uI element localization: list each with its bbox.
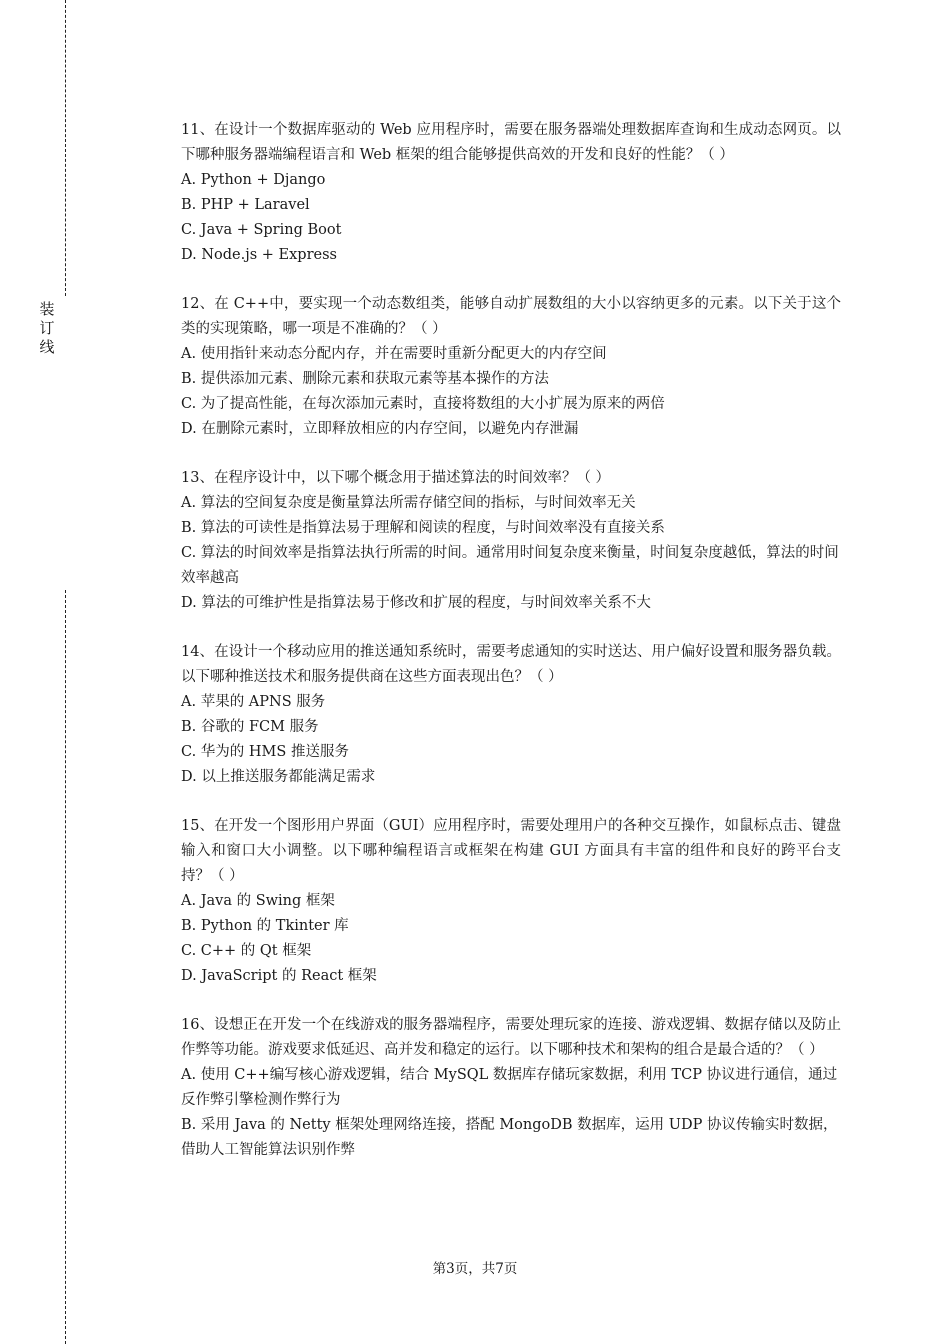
option-b: B. 采用 Java 的 Netty 框架处理网络连接，搭配 MongoDB 数据库，运用 UDP 协议传输实时数据，借助人工智能算法识别作弊 xyxy=(181,1117,838,1158)
option-a: A. 算法的空间复杂度是衡量算法所需存储空间的指标，与时间效率无关 xyxy=(181,495,636,511)
question-stem: 13、在程序设计中，以下哪个概念用于描述算法的时间效率？（ ） xyxy=(181,470,611,486)
binding-char: 订 xyxy=(39,319,55,337)
option-d: D. 以上推送服务都能满足需求 xyxy=(181,769,376,785)
binding-dashed-line-top xyxy=(65,0,66,296)
question-16 xyxy=(181,1013,841,1163)
option-b: B. Python 的 Tkinter 库 xyxy=(181,918,349,934)
binding-dashed-line-bottom xyxy=(65,590,66,1344)
question-stem: 16、设想正在开发一个在线游戏的服务器端程序，需要处理玩家的连接、游戏逻辑、数据存储以及防止作弊等功能。游戏要求低延迟、高并发和稳定的运行。以下哪种技术和架构的组合是最合适的？（ ） xyxy=(181,1017,841,1058)
option-b: B. PHP + Laravel xyxy=(181,197,310,213)
option-b: B. 提供添加元素、删除元素和获取元素等基本操作的方法 xyxy=(181,371,549,387)
page-number: 第3页，共7页 xyxy=(432,1261,518,1277)
option-a: A. Python + Django xyxy=(181,172,326,188)
option-c: C. 华为的 HMS 推送服务 xyxy=(181,744,349,760)
option-d: D. 在删除元素时，立即释放相应的内存空间，以避免内存泄漏 xyxy=(181,421,579,437)
option-d: D. JavaScript 的 React 框架 xyxy=(181,968,377,984)
option-b: B. 谷歌的 FCM 服务 xyxy=(181,719,319,735)
option-c: C. 为了提高性能，在每次添加元素时，直接将数组的大小扩展为原来的两倍 xyxy=(181,396,665,412)
question-11 xyxy=(181,118,841,268)
option-c: C. Java + Spring Boot xyxy=(181,222,342,238)
option-a: A. Java 的 Swing 框架 xyxy=(181,893,335,909)
option-d: D. 算法的可维护性是指算法易于修改和扩展的程度，与时间效率关系不大 xyxy=(181,595,651,611)
option-c: C. C++ 的 Qt 框架 xyxy=(181,943,312,959)
option-b: B. 算法的可读性是指算法易于理解和阅读的程度，与时间效率没有直接关系 xyxy=(181,520,665,536)
binding-char: 线 xyxy=(39,338,55,356)
question-stem: 15、在开发一个图形用户界面（GUI）应用程序时，需要处理用户的各种交互操作，如鼠标点击、键盘输入和窗口大小调整。以下哪种编程语言或框架在构建 GUI 方面具有丰富的组件和良好的跨平台支持？（ ） xyxy=(181,818,841,884)
question-12 xyxy=(181,292,841,442)
question-13 xyxy=(181,466,841,616)
binding-char: 装 xyxy=(39,300,55,318)
question-15 xyxy=(181,814,841,989)
option-a: A. 苹果的 APNS 服务 xyxy=(181,694,326,710)
question-stem: 11、在设计一个数据库驱动的 Web 应用程序时，需要在服务器端处理数据库查询和生成动态网页。以下哪种服务器端编程语言和 Web 框架的组合能够提供高效的开发和良好的性能？（ ） xyxy=(181,122,841,163)
option-a: A. 使用 C++编写核心游戏逻辑，结合 MySQL 数据库存储玩家数据，利用 TCP 协议进行通信，通过反作弊引擎检测作弊行为 xyxy=(181,1067,838,1108)
question-14 xyxy=(181,640,841,790)
option-a: A. 使用指针来动态分配内存，并在需要时重新分配更大的内存空间 xyxy=(181,346,607,362)
question-list xyxy=(181,118,841,1187)
binding-label xyxy=(37,300,57,357)
option-d: D. Node.js + Express xyxy=(181,247,337,263)
question-stem: 12、在 C++中，要实现一个动态数组类，能够自动扩展数组的大小以容纳更多的元素。以下关于这个类的实现策略，哪一项是不准确的？（ ） xyxy=(181,296,841,337)
question-stem: 14、在设计一个移动应用的推送通知系统时，需要考虑通知的实时送达、用户偏好设置和服务器负载。以下哪种推送技术和服务提供商在这些方面表现出色？（ ） xyxy=(181,644,841,685)
option-c: C. 算法的时间效率是指算法执行所需的时间。通常用时间复杂度来衡量，时间复杂度越低，算法的时间效率越高 xyxy=(181,545,839,586)
